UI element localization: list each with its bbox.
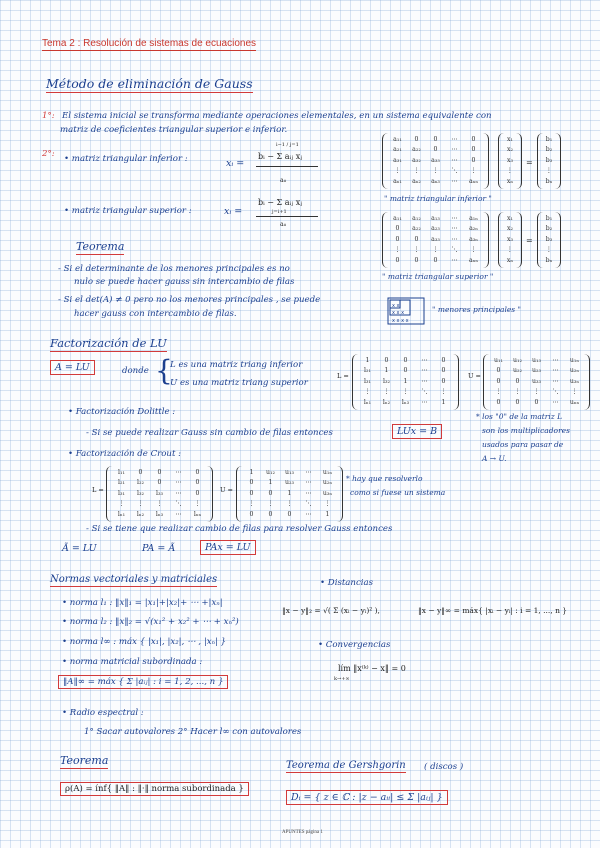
matrix-cell: ⋱ xyxy=(552,388,559,396)
matrix-row xyxy=(388,245,483,255)
matrix-cell: ⋯ xyxy=(451,136,458,143)
matrix-cell: ⋮ xyxy=(394,246,401,254)
matrix-cell: aₙ₂ xyxy=(412,177,421,185)
section-title-norms: Normas vectoriales y matriciales xyxy=(50,574,218,585)
matrix-cell: ⋮ xyxy=(364,388,371,396)
matrix-cell: ⋯ xyxy=(175,489,182,497)
matrix-row xyxy=(112,489,207,499)
matrix-cell: 0 xyxy=(441,367,446,375)
matrix-cell: ⋮ xyxy=(194,500,201,508)
matrix-row xyxy=(388,166,483,176)
U-crout-label: U = xyxy=(220,486,233,494)
vector-entry: xₙ xyxy=(506,177,514,185)
doolittle-note-line3: usados para pasar de xyxy=(482,440,564,449)
lu-l-desc: L es una matriz triang inferior xyxy=(170,360,303,370)
gershgorin-paren: ( discos ) xyxy=(424,762,464,772)
matrix-cell: 0 xyxy=(471,146,476,154)
matrix-cell: lₙ₃ xyxy=(401,398,410,406)
upper-formula-fraction-bar xyxy=(256,216,318,217)
matrix-cell: ⋮ xyxy=(137,500,144,508)
matrix-cell: ⋮ xyxy=(286,500,293,508)
matrix-cell: lₙ₂ xyxy=(382,398,391,406)
matrix-cell: 0 xyxy=(496,398,501,406)
matrix-cell: 1 xyxy=(249,469,254,476)
lu-u-desc: U es una matriz triang superior xyxy=(170,378,308,388)
matrix-cell: l₃₁ xyxy=(118,489,125,497)
matrix-cell: aₙₙ xyxy=(468,256,479,264)
lower-x-vector xyxy=(498,133,522,189)
matrix-cell: 1 xyxy=(365,357,370,364)
matrix-cell: u₂ₙ xyxy=(322,479,333,487)
matrix-cell: u₁₁ xyxy=(494,357,503,364)
matrix-cell: 0 xyxy=(403,367,408,375)
matrix-cell: 0 xyxy=(534,398,539,406)
matrix-cell: ⋱ xyxy=(421,388,428,396)
vector-entry: x₂ xyxy=(507,225,513,233)
doolittle-note-line4: A → U. xyxy=(482,454,507,463)
matrix-cell: 0 xyxy=(433,146,438,154)
page-title: Tema 2 : Resolución de sistemas de ecuaciones xyxy=(42,38,257,49)
gershgorin-formula: Dᵢ = { z ∈ ℂ : |z − aᵢᵢ| ≤ Σ |aᵢⱼ| } xyxy=(286,790,448,805)
matrix-cell: u₂₃ xyxy=(532,367,541,375)
lower-formula-lhs: xᵢ = xyxy=(226,158,245,169)
upper-formula-lhs: xᵢ = xyxy=(224,206,243,217)
matrix-row xyxy=(489,377,584,387)
matrix-cell: lₙ₂ xyxy=(136,510,145,518)
matrix-cell: 0 xyxy=(249,479,254,487)
matrix-cell: 0 xyxy=(195,489,200,497)
matrix-cell: a₃ₙ xyxy=(469,235,478,243)
matrix-cell: l₃₁ xyxy=(364,377,371,385)
vector-entry: bₙ xyxy=(545,256,553,264)
vector-entry: x₁ xyxy=(507,136,513,143)
lower-label: • matriz triangular inferior : xyxy=(64,154,188,164)
convergence-title: • Convergencias xyxy=(318,640,391,650)
vector-entry: x₃ xyxy=(507,235,513,243)
matrix-cell: a₂₂ xyxy=(412,225,421,233)
L-crout-label: L = xyxy=(92,486,104,494)
upper-formula-sum-limits: j=i+1 xyxy=(272,209,287,215)
matrix-row xyxy=(112,510,207,520)
matrix-row xyxy=(242,499,337,509)
matrix-cell: lₙₙ xyxy=(193,510,202,518)
matrix-cell: a₁₁ xyxy=(393,136,402,143)
teorema2-formula: ρ(A) = ínf{ ‖A‖ : ‖·‖ norma subordinada } xyxy=(60,782,249,796)
matrix-cell: ⋯ xyxy=(552,357,559,364)
vector-entry: b₃ xyxy=(545,156,553,164)
matrix-cell: a₂ₙ xyxy=(469,225,478,233)
matrix-row xyxy=(489,366,584,376)
matrix-cell: ⋯ xyxy=(421,398,428,406)
matrix-cell: l₃₃ xyxy=(156,489,163,497)
matrix-row xyxy=(388,135,483,145)
distance-formula-2: ‖x − y‖₂ = √( Σ (xᵢ − yᵢ)² ), xyxy=(282,606,380,615)
teorema1-line3: - Si el det(A) ≠ 0 pero no los menores principales , se puede xyxy=(58,295,321,305)
matrix-cell: aₙₙ xyxy=(468,177,479,185)
lu-brace: { xyxy=(155,354,173,387)
matrix-cell: u₂₂ xyxy=(513,367,522,375)
svg-text:x x x x: x x x x xyxy=(392,318,409,324)
matrix-cell: 1 xyxy=(287,489,292,497)
matrix-cell: ⋯ xyxy=(421,367,428,375)
matrix-cell: ⋮ xyxy=(533,388,540,396)
matrix-cell: u₁₃ xyxy=(532,357,541,364)
matrix-cell: u₃ₙ xyxy=(322,489,333,497)
matrix-cell: 0 xyxy=(433,256,438,264)
lower-formula-sum-limits: i−1 / j=1 xyxy=(276,142,299,148)
minors-caption: " menores principales " xyxy=(432,305,521,314)
doolittle-note-line2: son los multiplicadores xyxy=(482,426,570,435)
matrix-cell: a₃₃ xyxy=(431,235,440,243)
matrix-cell: u₂ₙ xyxy=(569,367,580,375)
matrix-cell: ⋯ xyxy=(451,215,458,222)
matrix-cell: ⋮ xyxy=(413,167,420,175)
matrix-cell: ⋮ xyxy=(248,500,255,508)
matrix-cell: ⋯ xyxy=(305,510,312,518)
convergence-limit-sub: k→+∞ xyxy=(334,676,350,682)
matrix-cell: l₃₂ xyxy=(137,489,144,497)
matrix-cell: a₁₂ xyxy=(412,215,421,222)
matrix-cell: l₂₁ xyxy=(118,479,125,487)
matrix-row xyxy=(358,377,453,387)
matrix-cell: 0 xyxy=(441,377,446,385)
matrix-row xyxy=(112,478,207,488)
matrix-cell: u₁₃ xyxy=(285,469,294,476)
spectral-radius-steps: 1° Sacar autovalores 2° Hacer l∞ con autovalores xyxy=(84,727,302,737)
matrix-row xyxy=(489,356,584,366)
matrix-cell: ⋯ xyxy=(552,377,559,385)
matrix-cell: ⋯ xyxy=(451,146,458,154)
matrix-cell: 0 xyxy=(414,136,419,143)
upper-formula-numerator: bᵢ − Σ aᵢⱼ xⱼ xyxy=(258,198,303,207)
matrix-cell: aₙ₁ xyxy=(393,177,402,185)
doolittle-title: • Factorización Dolittle : xyxy=(68,407,176,417)
matrix-cell: lₙ₁ xyxy=(117,510,126,518)
U-doolittle-matrix xyxy=(483,354,590,410)
matrix-cell: 0 xyxy=(441,357,446,364)
matrix-cell: ⋮ xyxy=(514,388,521,396)
step1-line2: matriz de coeficientes triangular superior e inferior. xyxy=(60,125,288,135)
upper-equals: = xyxy=(526,236,533,245)
vector-entry: b₂ xyxy=(545,146,553,154)
matrix-cell: 0 xyxy=(268,489,273,497)
matrix-cell: ⋮ xyxy=(394,167,401,175)
matrix-cell: 0 xyxy=(403,357,408,364)
matrix-cell: ⋮ xyxy=(267,500,274,508)
vector-entry: b₁ xyxy=(545,215,553,222)
page-footer: APUNTES página 1 xyxy=(282,830,323,835)
matrix-cell: l₃₂ xyxy=(383,377,390,385)
svg-text:x x: x x xyxy=(392,303,400,309)
matrix-cell: ⋯ xyxy=(451,156,458,164)
matrix-row xyxy=(489,398,584,408)
vector-entry: x₃ xyxy=(507,156,513,164)
swap-desc: - Si se tiene que realizar cambio de filas para resolver Gauss entonces xyxy=(86,524,393,534)
matrix-cell: 0 xyxy=(249,489,254,497)
upper-b-vector xyxy=(537,212,561,268)
matrix-cell: 0 xyxy=(195,479,200,487)
matrix-cell: 0 xyxy=(395,256,400,264)
L-doolittle-label: L = xyxy=(337,372,349,380)
matrix-row xyxy=(112,499,207,509)
lower-b-vector xyxy=(537,133,561,189)
teorema1-title: Teorema xyxy=(76,240,125,253)
matrix-cell: a₁₃ xyxy=(431,215,440,222)
crout-title: • Factorización de Crout : xyxy=(68,449,182,459)
vector-entry: ⋮ xyxy=(545,167,553,175)
matrix-cell: l₂₁ xyxy=(364,367,371,375)
matrix-cell: lₙ₃ xyxy=(155,510,164,518)
matrix-row xyxy=(358,366,453,376)
matrix-cell: ⋯ xyxy=(451,225,458,233)
lower-triangular-matrix xyxy=(382,133,489,189)
matrix-cell: ⋮ xyxy=(118,500,125,508)
swap-formula1: Ã = LU xyxy=(62,543,97,554)
norm-matrix-formula: ‖A‖∞ = máx { Σ |aᵢⱼ| : i = 1, 2, ..., n } xyxy=(58,675,228,689)
svg-text:x x x: x x x xyxy=(392,310,405,316)
matrix-cell: ⋮ xyxy=(432,246,439,254)
matrix-cell: 0 xyxy=(496,377,501,385)
step1-number: 1°: xyxy=(42,111,55,121)
matrix-cell: ⋯ xyxy=(175,469,182,476)
matrix-row xyxy=(242,468,337,478)
matrix-cell: ⋯ xyxy=(451,177,458,185)
matrix-cell: 0 xyxy=(287,510,292,518)
matrix-cell: aₙ₃ xyxy=(431,177,440,185)
vector-entry: x₁ xyxy=(507,215,513,222)
matrix-cell: u₂₃ xyxy=(285,479,294,487)
matrix-cell: 0 xyxy=(414,235,419,243)
L-crout-matrix xyxy=(106,466,213,522)
matrix-cell: ⋯ xyxy=(552,398,559,406)
vector-entry: xₙ xyxy=(506,256,514,264)
matrix-cell: a₁₁ xyxy=(393,215,402,222)
matrix-row xyxy=(388,177,483,187)
matrix-cell: 0 xyxy=(433,136,438,143)
crout-note-line2: como si fuese un sistema xyxy=(350,488,446,497)
lower-formula-fraction-bar xyxy=(256,166,318,167)
matrix-cell: 0 xyxy=(471,156,476,164)
matrix-cell: u₁ₙ xyxy=(569,357,580,364)
distances-title: • Distancias xyxy=(320,578,374,588)
doolittle-boxed-formula: LUx = B xyxy=(392,424,442,439)
U-doolittle-label: U = xyxy=(468,372,481,380)
matrix-row xyxy=(242,510,337,520)
matrix-cell: 0 xyxy=(515,377,520,385)
matrix-row xyxy=(388,235,483,245)
step1-line1: El sistema inicial se transforma mediante operaciones elementales, en un sistema equivalente con xyxy=(62,111,492,121)
swap-formula2: PA = Ã xyxy=(142,543,176,554)
distance-formula-inf: ‖x − y‖∞ = máx{ |xᵢ − yᵢ| : i = 1, ..., n } xyxy=(418,606,568,615)
matrix-cell: ⋮ xyxy=(432,167,439,175)
matrix-cell: 0 xyxy=(157,469,162,476)
matrix-cell: uₙₙ xyxy=(569,398,580,406)
teorema1-line2: nulo se puede hacer gauss sin intercambio de filas xyxy=(74,277,295,287)
matrix-cell: ⋱ xyxy=(305,500,312,508)
matrix-cell: ⋯ xyxy=(305,489,312,497)
matrix-cell: 1 xyxy=(384,367,389,375)
matrix-cell: ⋯ xyxy=(552,367,559,375)
matrix-cell: 0 xyxy=(157,479,162,487)
matrix-cell: 0 xyxy=(395,235,400,243)
matrix-cell: u₃₃ xyxy=(532,377,541,385)
matrix-cell: 0 xyxy=(249,510,254,518)
doolittle-note-line1: * los "0" de la matriz L xyxy=(476,412,563,421)
matrix-cell: ⋯ xyxy=(305,479,312,487)
step2-number: 2°: xyxy=(42,149,55,159)
matrix-cell: a₂₃ xyxy=(431,225,440,233)
principal-minors-sketch xyxy=(384,296,430,328)
matrix-cell: u₁₂ xyxy=(266,469,275,476)
matrix-row xyxy=(388,145,483,155)
norm-matrix: • norma matricial subordinada : xyxy=(62,657,203,667)
lu-donde: donde xyxy=(122,366,149,376)
vector-entry: ⋮ xyxy=(506,167,514,175)
matrix-row xyxy=(358,398,453,408)
norm-linf: • norma l∞ : máx { |x₁|, |x₂|, ⋯ , |xₙ| } xyxy=(62,637,227,647)
norm-l2: • norma l₂ : ‖x‖₂ = √(x₁² + x₂² + ⋯ + xₙ²) xyxy=(62,617,239,627)
upper-formula-denominator: aᵢᵢ xyxy=(280,221,286,228)
matrix-cell: ⋯ xyxy=(451,256,458,264)
spectral-radius: • Radio espectral : xyxy=(62,708,144,718)
teorema2-title: Teorema xyxy=(60,754,109,767)
matrix-cell: ⋱ xyxy=(451,167,458,175)
matrix-cell: ⋮ xyxy=(413,246,420,254)
norm-l1: • norma l₁ : ‖x‖₁ = |x₁|+|x₂|+ ⋯ +|xₙ| xyxy=(62,598,223,608)
swap-boxed-formula: PAx = LU xyxy=(200,540,256,555)
vector-entry: ⋮ xyxy=(545,246,553,254)
matrix-cell: a₃₁ xyxy=(393,156,402,164)
vector-entry: x₂ xyxy=(507,146,513,154)
matrix-cell: u₃ₙ xyxy=(569,377,580,385)
vector-entry: ⋮ xyxy=(506,246,514,254)
lower-formula-denominator: aᵢᵢ xyxy=(280,177,286,184)
matrix-cell: 0 xyxy=(384,357,389,364)
matrix-cell: ⋮ xyxy=(156,500,163,508)
matrix-cell: u₁ₙ xyxy=(322,469,333,476)
matrix-cell: 0 xyxy=(414,256,419,264)
matrix-row xyxy=(388,156,483,166)
matrix-row xyxy=(388,214,483,224)
matrix-cell: ⋮ xyxy=(470,167,477,175)
teorema1-line1: - Si el determinante de los menores principales es no xyxy=(58,264,290,274)
matrix-cell: ⋯ xyxy=(175,510,182,518)
matrix-row xyxy=(358,356,453,366)
matrix-cell: a₃₃ xyxy=(431,156,440,164)
matrix-cell: l₁₁ xyxy=(118,469,125,476)
matrix-cell: ⋮ xyxy=(470,246,477,254)
matrix-cell: 0 xyxy=(138,469,143,476)
lower-equals: = xyxy=(526,158,533,167)
matrix-row xyxy=(112,468,207,478)
matrix-cell: 0 xyxy=(471,136,476,143)
matrix-cell: 1 xyxy=(268,479,273,487)
matrix-row xyxy=(242,478,337,488)
matrix-cell: 0 xyxy=(268,510,273,518)
matrix-cell: 0 xyxy=(195,469,200,476)
matrix-row xyxy=(242,489,337,499)
matrix-cell: ⋱ xyxy=(175,500,182,508)
upper-x-vector xyxy=(498,212,522,268)
vector-entry: b₁ xyxy=(545,136,553,143)
matrix-cell: u₁₂ xyxy=(513,357,522,364)
U-crout-matrix xyxy=(236,466,343,522)
matrix-cell: ⋮ xyxy=(402,388,409,396)
matrix-cell: ⋮ xyxy=(495,388,502,396)
matrix-row xyxy=(388,256,483,266)
matrix-cell: ⋮ xyxy=(324,500,331,508)
matrix-cell: ⋯ xyxy=(421,357,428,364)
matrix-row xyxy=(489,387,584,397)
upper-matrix-caption: " matriz triangular superior " xyxy=(382,272,494,281)
doolittle-desc: - Si se puede realizar Gauss sin cambio de filas entonces xyxy=(86,428,333,438)
matrix-cell: a₁ₙ xyxy=(469,215,478,222)
matrix-cell: ⋱ xyxy=(451,246,458,254)
matrix-cell: ⋯ xyxy=(451,235,458,243)
matrix-cell: ⋯ xyxy=(421,377,428,385)
vector-entry: bₙ xyxy=(545,177,553,185)
lower-matrix-caption: " matriz triangular inferior " xyxy=(384,194,492,203)
section-title-lu: Factorización de LU xyxy=(50,336,167,350)
matrix-cell: lₙ₁ xyxy=(363,398,372,406)
crout-note-line1: * hay que resolverlo xyxy=(346,474,423,483)
convergence-formula: lím ‖x⁽ᵏ⁾ − x‖ = 0 xyxy=(338,664,406,673)
teorema1-line4: hacer gauss con intercambio de filas. xyxy=(74,309,237,319)
matrix-cell: 1 xyxy=(441,398,446,406)
matrix-row xyxy=(388,224,483,234)
matrix-cell: 0 xyxy=(395,225,400,233)
matrix-cell: ⋯ xyxy=(305,469,312,476)
matrix-cell: ⋮ xyxy=(440,388,447,396)
matrix-cell: ⋯ xyxy=(175,479,182,487)
matrix-cell: ⋮ xyxy=(383,388,390,396)
matrix-cell: 0 xyxy=(515,398,520,406)
matrix-cell: a₃₂ xyxy=(412,156,421,164)
L-doolittle-matrix xyxy=(352,354,459,410)
vector-entry: b₂ xyxy=(545,225,553,233)
lu-boxed-formula: A = LU xyxy=(50,360,95,375)
lower-formula-numerator: bᵢ − Σ aᵢⱼ xⱼ xyxy=(258,152,303,161)
matrix-row xyxy=(358,387,453,397)
gershgorin-title: Teorema de Gershgorin xyxy=(286,760,406,771)
matrix-cell: 0 xyxy=(496,367,501,375)
matrix-cell: a₂₁ xyxy=(393,146,402,154)
matrix-cell: a₂₂ xyxy=(412,146,421,154)
matrix-cell: l₂₂ xyxy=(137,479,144,487)
matrix-cell: 1 xyxy=(403,377,408,385)
section-title-gauss: Método de eliminación de Gauss xyxy=(46,76,253,91)
vector-entry: b₃ xyxy=(545,235,553,243)
upper-triangular-matrix xyxy=(382,212,489,268)
upper-label: • matriz triangular superior : xyxy=(64,206,192,216)
matrix-cell: 1 xyxy=(325,510,330,518)
matrix-cell: ⋮ xyxy=(571,388,578,396)
